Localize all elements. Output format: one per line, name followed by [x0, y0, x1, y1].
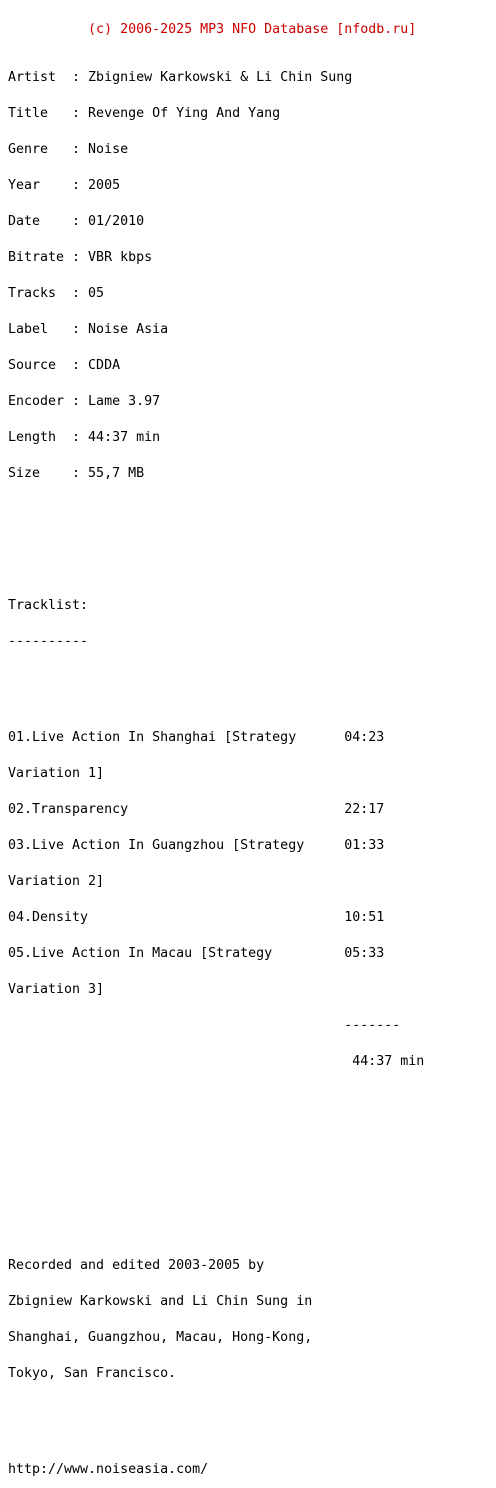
field-year: Year : 2005	[8, 178, 121, 193]
tracklist-heading: Tracklist:	[8, 598, 89, 613]
tracklist-underline: ----------	[8, 634, 89, 649]
field-bitrate: Bitrate : VBR kbps	[8, 250, 153, 265]
nfo-document	[8, 0, 424, 1488]
field-encoder: Encoder : Lame 3.97	[8, 394, 161, 409]
track-line: 04.Density 10:51	[8, 910, 385, 925]
field-title: Title : Revenge Of Ying And Yang	[8, 106, 281, 121]
notes-line: Zbigniew Karkowski and Li Chin Sung in	[8, 1294, 313, 1309]
blank-line	[8, 1104, 424, 1116]
track-line: Variation 1]	[8, 766, 105, 781]
field-source: Source : CDDA	[8, 358, 121, 373]
blank-line	[8, 552, 424, 564]
field-size: Size : 55,7 MB	[8, 466, 145, 481]
field-label: Label : Noise Asia	[8, 322, 169, 337]
total-rule: -------	[8, 1018, 401, 1033]
field-date: Date : 01/2010	[8, 214, 145, 229]
track-line: 01.Live Action In Shanghai [Strategy 04:23	[8, 730, 385, 745]
total-length: 44:37 min	[8, 1054, 425, 1069]
field-artist: Artist : Zbigniew Karkowski & Li Chin Sung	[8, 70, 353, 85]
copyright-header: (c) 2006-2025 MP3 NFO Database [nfodb.ru]	[8, 22, 417, 37]
track-line: Variation 2]	[8, 874, 105, 889]
notes-line: Recorded and edited 2003-2005 by	[8, 1258, 265, 1273]
notes-line: Shanghai, Guangzhou, Macau, Hong-Kong,	[8, 1330, 313, 1345]
website-url: http://www.noiseasia.com/	[8, 1462, 209, 1477]
blank-line	[8, 516, 424, 528]
blank-line	[8, 1212, 424, 1224]
notes-line: Tokyo, San Francisco.	[8, 1366, 177, 1381]
blank-line	[8, 684, 424, 696]
field-length: Length : 44:37 min	[8, 430, 161, 445]
blank-line	[8, 1416, 424, 1428]
track-line: Variation 3]	[8, 982, 105, 997]
field-tracks: Tracks : 05	[8, 286, 105, 301]
blank-line	[8, 1176, 424, 1188]
track-line: 02.Transparency 22:17	[8, 802, 385, 817]
track-line: 05.Live Action In Macau [Strategy 05:33	[8, 946, 385, 961]
track-line: 03.Live Action In Guangzhou [Strategy 01:33	[8, 838, 385, 853]
blank-line	[8, 1140, 424, 1152]
field-genre: Genre : Noise	[8, 142, 129, 157]
